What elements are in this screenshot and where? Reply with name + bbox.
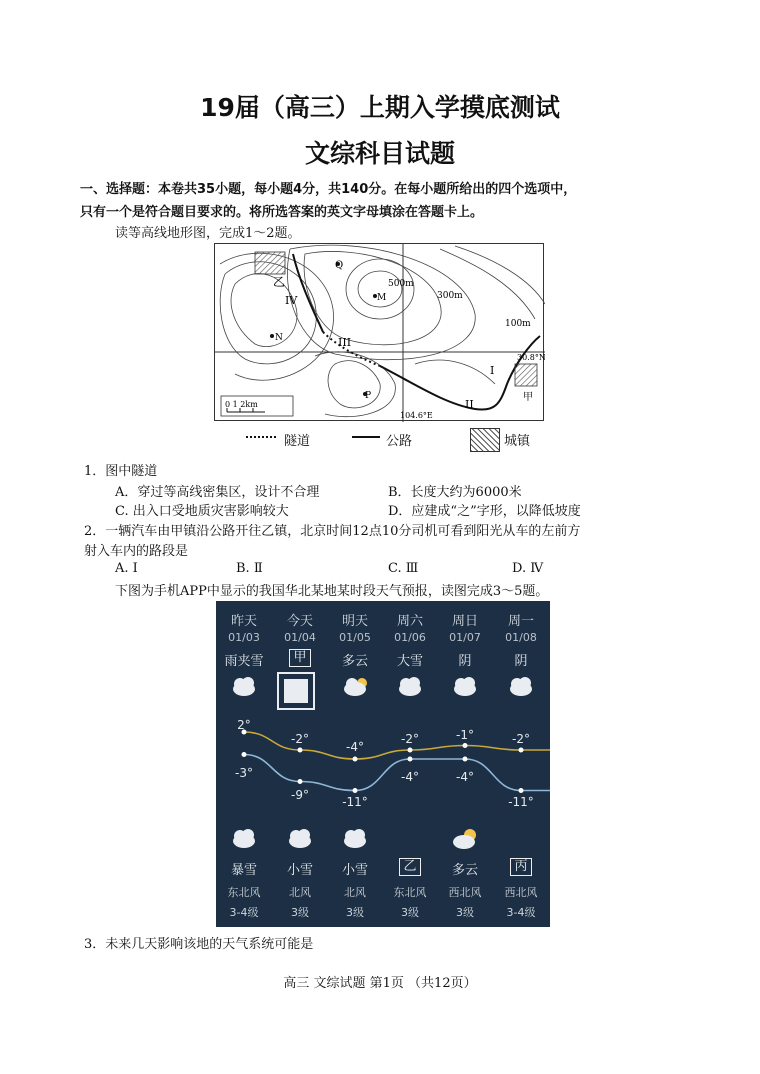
day-label: 周一 xyxy=(507,614,534,629)
town-yi-icon xyxy=(255,252,285,274)
wind-level: 3级 xyxy=(291,906,309,919)
high-temp-line-point xyxy=(408,748,413,753)
condition-label: 阴 xyxy=(458,654,472,669)
map-label-500: 500m xyxy=(388,279,414,289)
high-temp: -2° xyxy=(512,732,530,746)
day-label: 今天 xyxy=(286,614,313,629)
wind-level: 3级 xyxy=(456,906,474,919)
q1-option-d: D．应建成“之”字形，以降低坡度 xyxy=(388,504,581,519)
wind-direction: 东北风 xyxy=(227,886,261,899)
low-temp: -9° xyxy=(291,788,309,802)
cloud-icon xyxy=(510,677,532,696)
condition-label: 多云 xyxy=(341,654,368,669)
instruction-line-2: 只有一个是符合题目要求的。将所选答案的英文字母填涂在答题卡上。 xyxy=(80,205,484,220)
high-temp-line-point xyxy=(463,743,468,748)
night-condition: 小雪 xyxy=(341,863,368,878)
q2-option-c: C. Ⅲ xyxy=(388,561,419,576)
page-subtitle: 文综科目试题 xyxy=(304,139,455,168)
q1-option-a: A．穿过等高线密集区，设计不合理 xyxy=(115,485,320,500)
map-label-M: M xyxy=(377,293,387,303)
day-label: 明天 xyxy=(341,614,368,629)
low-temp-line-point xyxy=(353,788,358,793)
high-temp: 2° xyxy=(237,718,251,732)
map-label-jia: 甲 xyxy=(523,392,533,403)
map-label-Q: Q xyxy=(335,260,344,271)
low-temp: -4° xyxy=(401,770,419,784)
map-label-P: P xyxy=(365,391,372,401)
low-temp-line-point xyxy=(298,779,303,784)
legend-tunnel-symbol xyxy=(246,436,276,438)
high-temp-line-point xyxy=(519,748,524,753)
high-temp: -4° xyxy=(346,740,364,754)
q1-option-b: B．长度大约为6000米 xyxy=(388,485,522,500)
low-temp: -3° xyxy=(235,766,253,780)
high-temp: -1° xyxy=(456,728,474,742)
map-label-lat: 30.8°N xyxy=(517,353,545,362)
map-label-N: N xyxy=(275,333,283,343)
page-footer: 高三 文综试题 第1页 （共12页） xyxy=(283,976,477,991)
high-temp: -2° xyxy=(291,732,309,746)
condition-label-boxed: 甲 xyxy=(275,649,325,667)
wind-level: 3级 xyxy=(346,906,364,919)
legend-road-symbol xyxy=(352,436,380,438)
instruction-line-1: 一、选择题：本卷共35小题，每小题4分，共140分。在每小题所给出的四个选项中， xyxy=(80,182,577,197)
legend-tunnel: 隧道 xyxy=(284,434,311,449)
q2-option-d: D. Ⅳ xyxy=(512,561,544,576)
low-temp-line-point xyxy=(242,752,247,757)
night-condition: 多云 xyxy=(451,863,478,878)
map-label-roman1: I xyxy=(490,364,495,377)
q2-stem-line2: 射入车内的路段是 xyxy=(84,544,189,559)
lower-icons xyxy=(216,827,550,857)
page-title: 19届（高三）上期入学摸底测试 xyxy=(200,93,560,122)
date-label: 01/04 xyxy=(284,631,316,644)
day-label: 昨天 xyxy=(230,614,257,629)
map-label-300: 300m xyxy=(437,291,463,301)
day-label: 周日 xyxy=(451,614,478,629)
low-temp-line-point xyxy=(519,788,524,793)
town-jia-icon xyxy=(515,364,537,386)
weather-forecast-panel xyxy=(216,601,550,927)
contour-map-svg xyxy=(215,244,545,422)
cloud-icon xyxy=(344,829,366,848)
day-label: 周六 xyxy=(396,614,423,629)
map-label-lon: 104.6°E xyxy=(400,411,433,420)
q1-stem: 1．图中隧道 xyxy=(84,464,158,479)
map-label-yi: 乙 xyxy=(273,275,286,289)
date-label: 01/07 xyxy=(449,631,481,644)
snow-cloud-icon xyxy=(233,677,255,696)
wind-level: 3-4级 xyxy=(506,906,536,919)
high-temp-line-point xyxy=(353,757,358,762)
cloud-icon xyxy=(454,677,476,696)
moon-cloud-icon xyxy=(453,829,476,849)
low-temp-line-point xyxy=(408,757,413,762)
map-label-roman2: II xyxy=(465,398,474,411)
wind-direction: 北风 xyxy=(289,886,311,899)
intro-map: 读等高线地形图，完成1～2题。 xyxy=(115,226,301,241)
legend-town-icon xyxy=(470,428,500,452)
q1-option-c: C. 出入口受地质灾害影响较大 xyxy=(115,504,289,519)
map-label-100: 100m xyxy=(505,319,531,329)
map-label-roman4: IV xyxy=(285,294,298,307)
temperature-chart xyxy=(216,671,550,831)
logo-stamp-icon xyxy=(278,673,314,709)
wind-direction: 东北风 xyxy=(393,886,427,899)
high-temp-line-point xyxy=(298,748,303,753)
wind-direction: 北风 xyxy=(344,886,366,899)
q3-stem: 3．未来几天影响该地的天气系统可能是 xyxy=(84,937,314,952)
cloud-icon xyxy=(289,829,311,848)
q2-stem-line1: 2．一辆汽车由甲镇沿公路开往乙镇，北京时间12点10分司机可看到阳光从车的左前方 xyxy=(84,524,581,539)
night-condition: 暴雪 xyxy=(230,863,257,878)
date-label: 01/06 xyxy=(394,631,426,644)
low-temp: -11° xyxy=(342,795,368,809)
condition-label: 阴 xyxy=(514,654,528,669)
map-scale-label: 0 1 2km xyxy=(225,400,258,409)
wind-level: 3级 xyxy=(401,906,419,919)
snow-cloud-icon xyxy=(233,829,255,848)
legend-road: 公路 xyxy=(386,434,413,449)
contour-map xyxy=(214,243,544,421)
night-condition: 小雪 xyxy=(286,863,313,878)
date-label: 01/05 xyxy=(339,631,371,644)
partly-cloudy-icon xyxy=(344,678,367,696)
night-condition-boxed: 乙 xyxy=(385,858,435,876)
low-temp: -11° xyxy=(508,795,534,809)
condition-label: 大雪 xyxy=(396,654,423,669)
low-temp-line-point xyxy=(463,757,468,762)
intro-weather: 下图为手机APP中显示的我国华北某地某时段天气预报，读图完成3～5题。 xyxy=(115,584,549,599)
wind-direction: 西北风 xyxy=(448,886,482,899)
high-temp: -2° xyxy=(401,732,419,746)
date-label: 01/03 xyxy=(228,631,260,644)
snow-cloud-icon xyxy=(399,677,421,696)
q2-option-a: A. Ⅰ xyxy=(115,561,138,576)
wind-direction: 西北风 xyxy=(504,886,538,899)
date-label: 01/08 xyxy=(505,631,537,644)
night-condition-boxed: 丙 xyxy=(496,858,546,876)
map-label-roman3: III xyxy=(338,336,352,349)
wind-level: 3-4级 xyxy=(229,906,259,919)
q2-option-b: B. Ⅱ xyxy=(236,561,263,576)
condition-label: 雨夹雪 xyxy=(224,654,264,669)
legend-town: 城镇 xyxy=(504,434,531,449)
low-temp: -4° xyxy=(456,770,474,784)
